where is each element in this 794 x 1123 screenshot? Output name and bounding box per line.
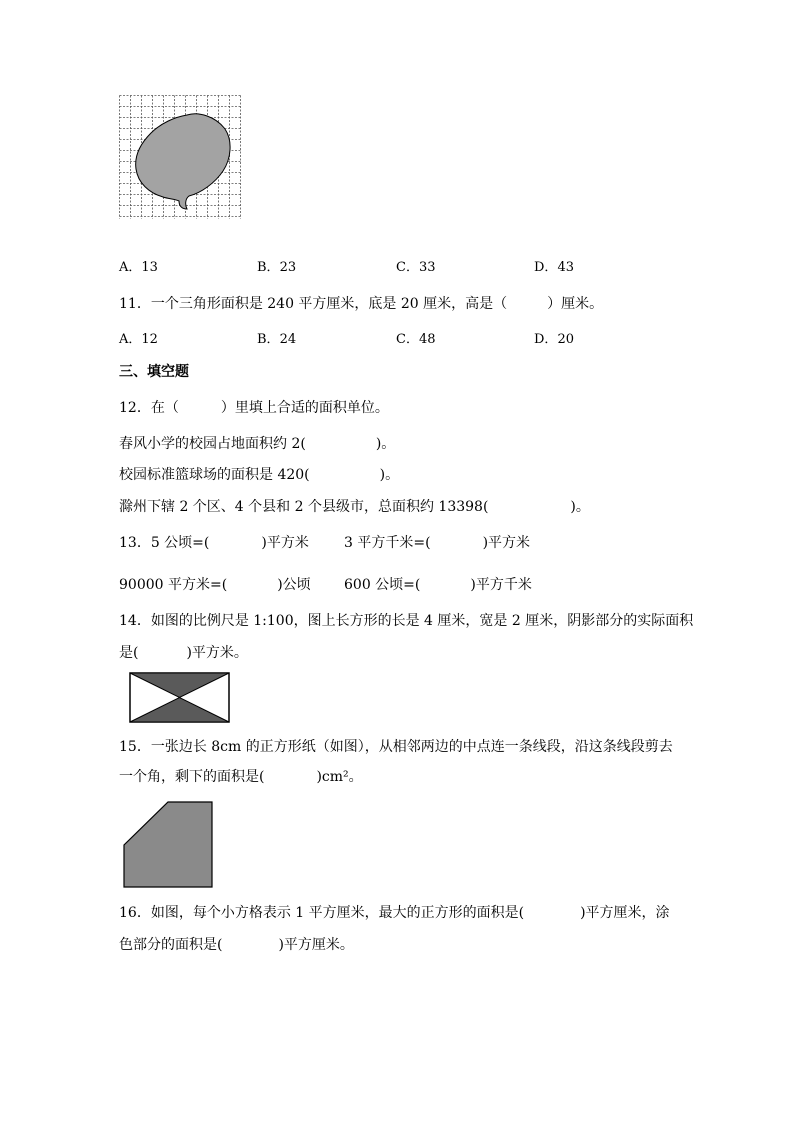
q13-part-a: 13．5 公顷=( )平方米 (119, 535, 309, 551)
rectangle-triangles-figure (129, 672, 231, 724)
cut-square-figure (122, 801, 214, 889)
q12-line-3: 滁州下辖 2 个区、4 个县和 2 个县级市，总面积约 13398( )。 (119, 499, 590, 515)
q14-line-1: 14．如图的比例尺是 1:100，图上长方形的长是 4 厘米，宽是 2 厘米，阴影部分的实际面积 (119, 613, 694, 629)
q13-part-b: 3 平方千米=( )平方米 (344, 535, 531, 551)
section-title: 三、填空题 (119, 364, 189, 380)
q10-option-d[interactable]: D．43 (534, 260, 574, 275)
q15-line-2: 一个角，剩下的面积是( )cm²。 (119, 769, 363, 785)
q12-question: 12．在（ ）里填上合适的面积单位。 (119, 400, 389, 416)
q14-line-2: 是( )平方米。 (119, 645, 248, 661)
q16-line-2: 色部分的面积是( )平方厘米。 (119, 937, 354, 953)
q13-part-d: 600 公顷=( )平方千米 (344, 577, 532, 593)
q12-line-2: 校园标准篮球场的面积是 420( )。 (119, 467, 400, 483)
q11-option-a[interactable]: A．12 (119, 332, 158, 347)
q10-option-c[interactable]: C．33 (396, 260, 436, 275)
q11-option-d[interactable]: D．20 (534, 332, 574, 347)
q11-question: 11．一个三角形面积是 240 平方厘米，底是 20 厘米，高是（ ）厘米。 (119, 296, 604, 312)
q10-option-a[interactable]: A．13 (119, 260, 158, 275)
q16-line-1: 16．如图，每个小方格表示 1 平方厘米，最大的正方形的面积是( )平方厘米，涂 (119, 905, 670, 921)
q11-option-c[interactable]: C．48 (396, 332, 436, 347)
leaf-grid-figure (119, 95, 249, 221)
q13-part-c: 90000 平方米=( )公顷 (119, 577, 311, 593)
q10-option-b[interactable]: B．23 (257, 260, 297, 275)
remaining-pentagon (124, 802, 212, 887)
q15-line-1: 15．一张边长 8cm 的正方形纸（如图），从相邻两边的中点连一条线段，沿这条线段剪去 (119, 739, 673, 755)
q11-option-b[interactable]: B．24 (257, 332, 297, 347)
q12-line-1: 春风小学的校园占地面积约 2( )。 (119, 436, 396, 452)
